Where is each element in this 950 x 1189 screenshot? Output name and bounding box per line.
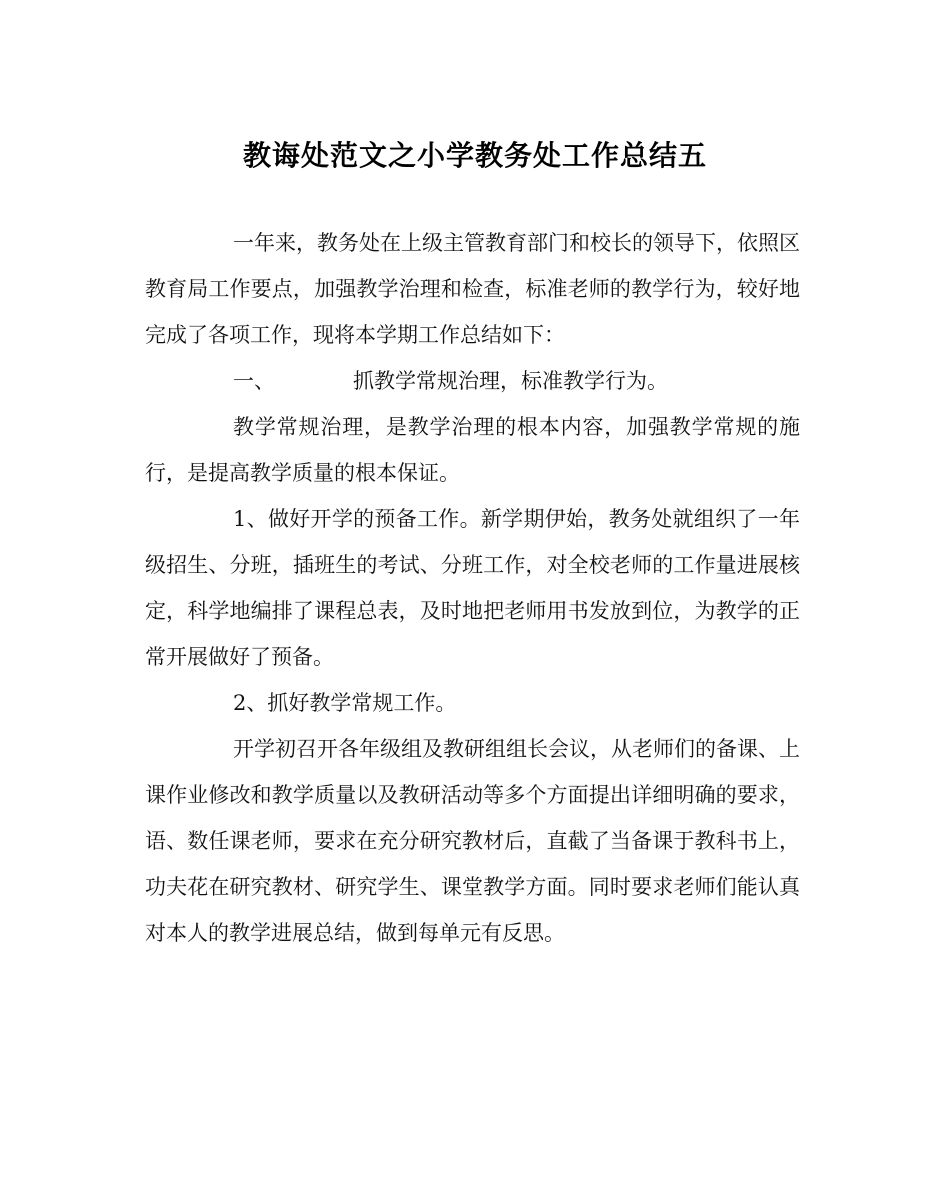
section-heading-number: 一、	[233, 369, 275, 393]
section-heading-text: 抓教学常规治理，标准教学行为。	[353, 369, 668, 393]
document-body	[145, 220, 800, 956]
paragraph-item-1: 1、做好开学的预备工作。新学期伊始，教务处就组织了一年级招生、分班，插班生的考试、分班工作，对全校老师的工作量进展核定，科学地编排了课程总表，及时地把老师用书发放到位，为教学的正常开展做好了预备。	[145, 507, 800, 669]
document-title: 教诲处范文之小学教务处工作总结五	[242, 139, 707, 172]
paragraph-routine-management: 教学常规治理，是教学治理的根本内容，加强教学常规的施行，是提高教学质量的根本保证。	[145, 415, 800, 485]
paragraph-item-2: 2、抓好教学常规工作。	[233, 691, 457, 715]
paragraph-intro: 一年来，教务处在上级主管教育部门和校长的领导下，依照区教育局工作要点，加强教学治理和检查，标准老师的教学行为，较好地完成了各项工作，现将本学期工作总结如下：	[145, 231, 800, 347]
section-heading	[145, 358, 800, 404]
paragraph-meetings: 开学初召开各年级组及教研组组长会议，从老师们的备课、上课作业修改和教学质量以及教研活动等多个方面提出详细明确的要求，语、数任课老师，要求在充分研究教材后，直截了当备课于教科书上，功夫花在研究教材、研究学生、课堂教学方面。同时要求老师们能认真对本人的教学进展总结，做到每单元有反思。	[145, 737, 800, 945]
